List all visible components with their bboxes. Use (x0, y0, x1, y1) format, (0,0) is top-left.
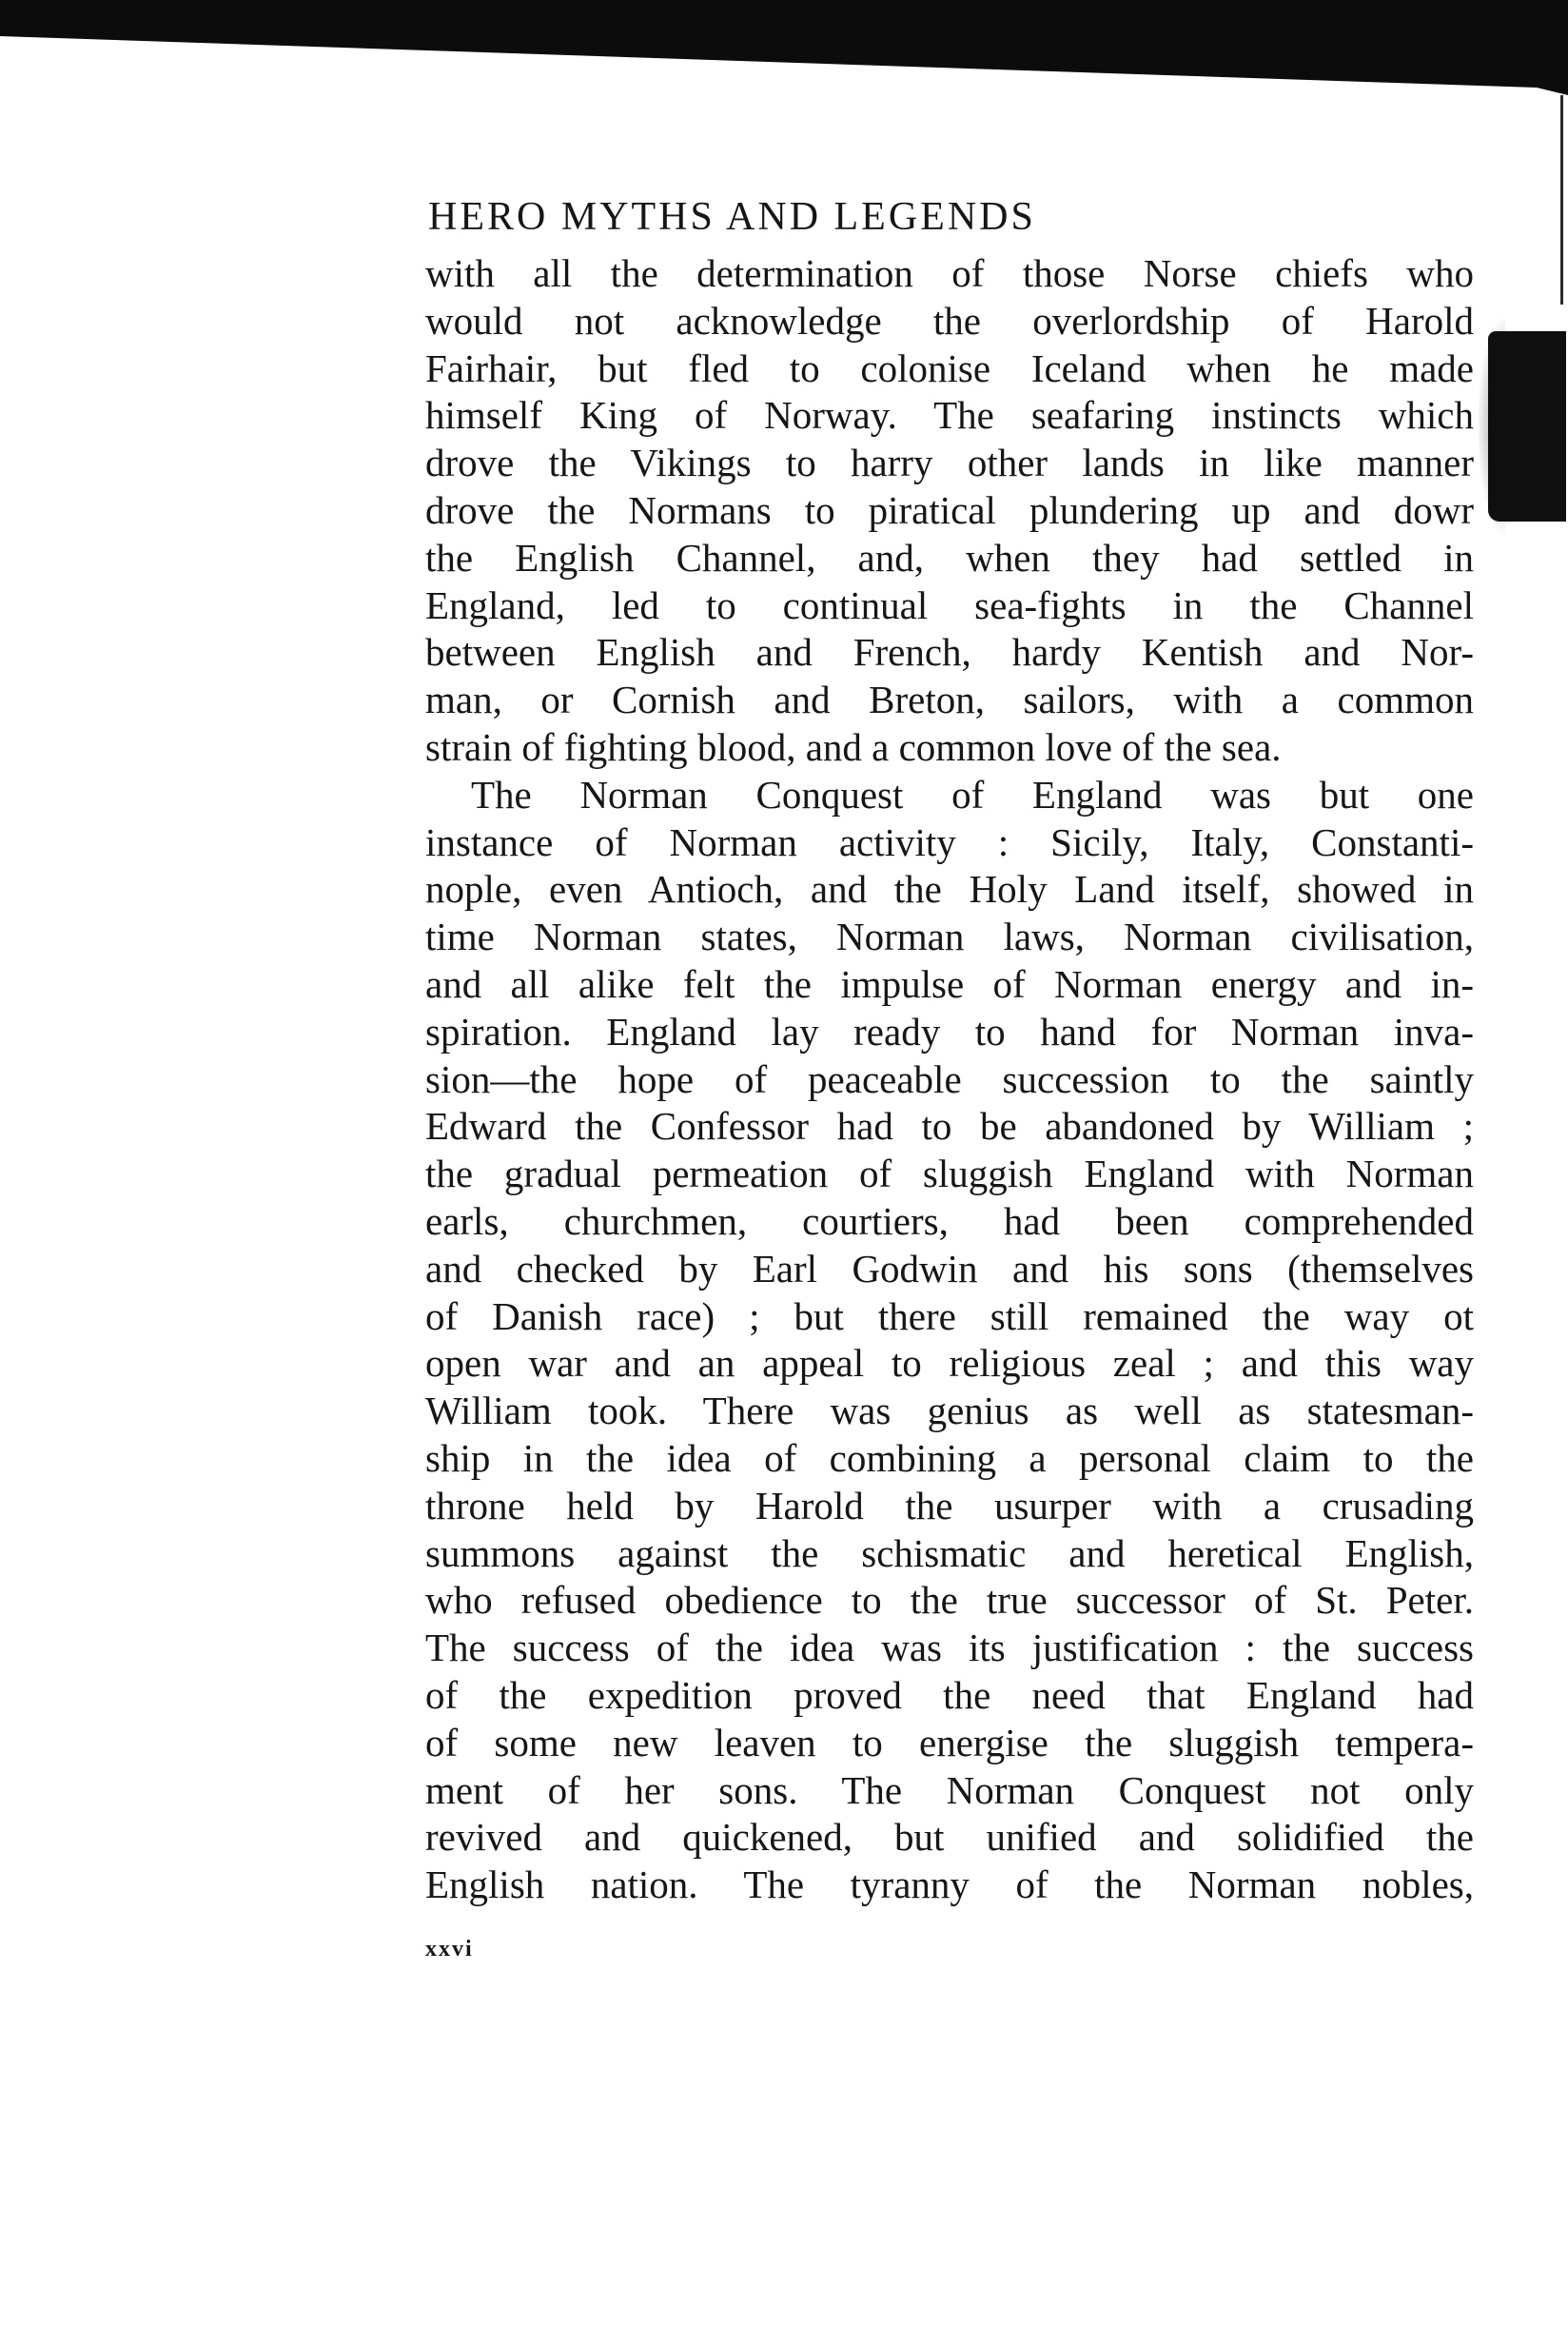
body-text (425, 250, 1474, 1909)
text-line: and all alike felt the impulse of Norman energy and in- (425, 961, 1474, 1006)
text-line: The success of the idea was its justification : the success (425, 1626, 1474, 1670)
text-line: nople, even Antioch, and the Holy Land itself, showed in (425, 867, 1474, 912)
text-line: England, led to continual sea-fights in the Channel (425, 582, 1474, 627)
text-line: instance of Norman activity : Sicily, Italy, Constanti- (425, 819, 1474, 864)
text-line: earls, churchmen, courtiers, had been comprehended (425, 1198, 1474, 1243)
text-line: time Norman states, Norman laws, Norman civilisation, (425, 915, 1474, 959)
text-line: Edward the Confessor had to be abandoned by William ; (425, 1104, 1474, 1149)
text-line: the English Channel, and, when they had settled in (425, 535, 1474, 580)
text-line: summons against the schismatic and heretical English, (425, 1530, 1474, 1575)
paragraph-start-line: The Norman Conquest of England was but one (471, 772, 1474, 817)
text-line: open war and an appeal to religious zeal ; and this way (425, 1341, 1474, 1386)
text-line: drove the Vikings to harry other lands in like manner (425, 441, 1474, 485)
text-line: drove the Normans to piratical plundering up and dowr (425, 487, 1474, 532)
text-line: man, or Cornish and Breton, sailors, with a common (425, 678, 1474, 722)
text-line: the gradual permeation of sluggish England with Norman (425, 1152, 1474, 1196)
text-line: of some new leaven to energise the sluggish tempera- (425, 1720, 1474, 1764)
paragraph-end-line: strain of fighting blood, and a common love of the sea. (425, 724, 1282, 769)
text-line: of the expedition proved the need that England had (425, 1672, 1474, 1717)
text-line: William took. There was genius as well as statesman- (425, 1389, 1474, 1433)
page-edge-line (1560, 95, 1563, 305)
running-head: HERO MYTHS AND LEGENDS (428, 195, 1036, 239)
text-line: who refused obedience to the true successor of St. Peter. (425, 1578, 1474, 1623)
text-line: ship in the idea of combining a personal claim to the (425, 1435, 1474, 1480)
scan-border-top (0, 0, 1568, 95)
text-line: revived and quickened, but unified and solidified the (425, 1815, 1474, 1860)
text-line: would not acknowledge the overlordship of Harold (425, 298, 1474, 343)
text-line: between English and French, hardy Kentish and Nor- (425, 630, 1474, 675)
text-line: himself King of Norway. The seafaring instincts which (425, 393, 1474, 438)
text-line: and checked by Earl Godwin and his sons (themselves (425, 1246, 1474, 1291)
text-line: ment of her sons. The Norman Conquest not only (425, 1767, 1474, 1812)
text-line: sion—the hope of peaceable succession to the saintly (425, 1056, 1474, 1101)
text-line: throne held by Harold the usurper with a crusading (425, 1483, 1474, 1528)
text-line: with all the determination of those Norse chiefs who (425, 251, 1474, 295)
text-line: English nation. The tyranny of the Norman nobles, (425, 1863, 1474, 1907)
text-line: spiration. England lay ready to hand for Norman inva- (425, 1009, 1474, 1054)
text-line: of Danish race) ; but there still remained the way ot (425, 1293, 1474, 1338)
text-line: Fairhair, but fled to colonise Iceland when he made (425, 345, 1474, 390)
page-number: xxvi (425, 1937, 474, 1961)
page-edge-mark (1488, 331, 1566, 522)
